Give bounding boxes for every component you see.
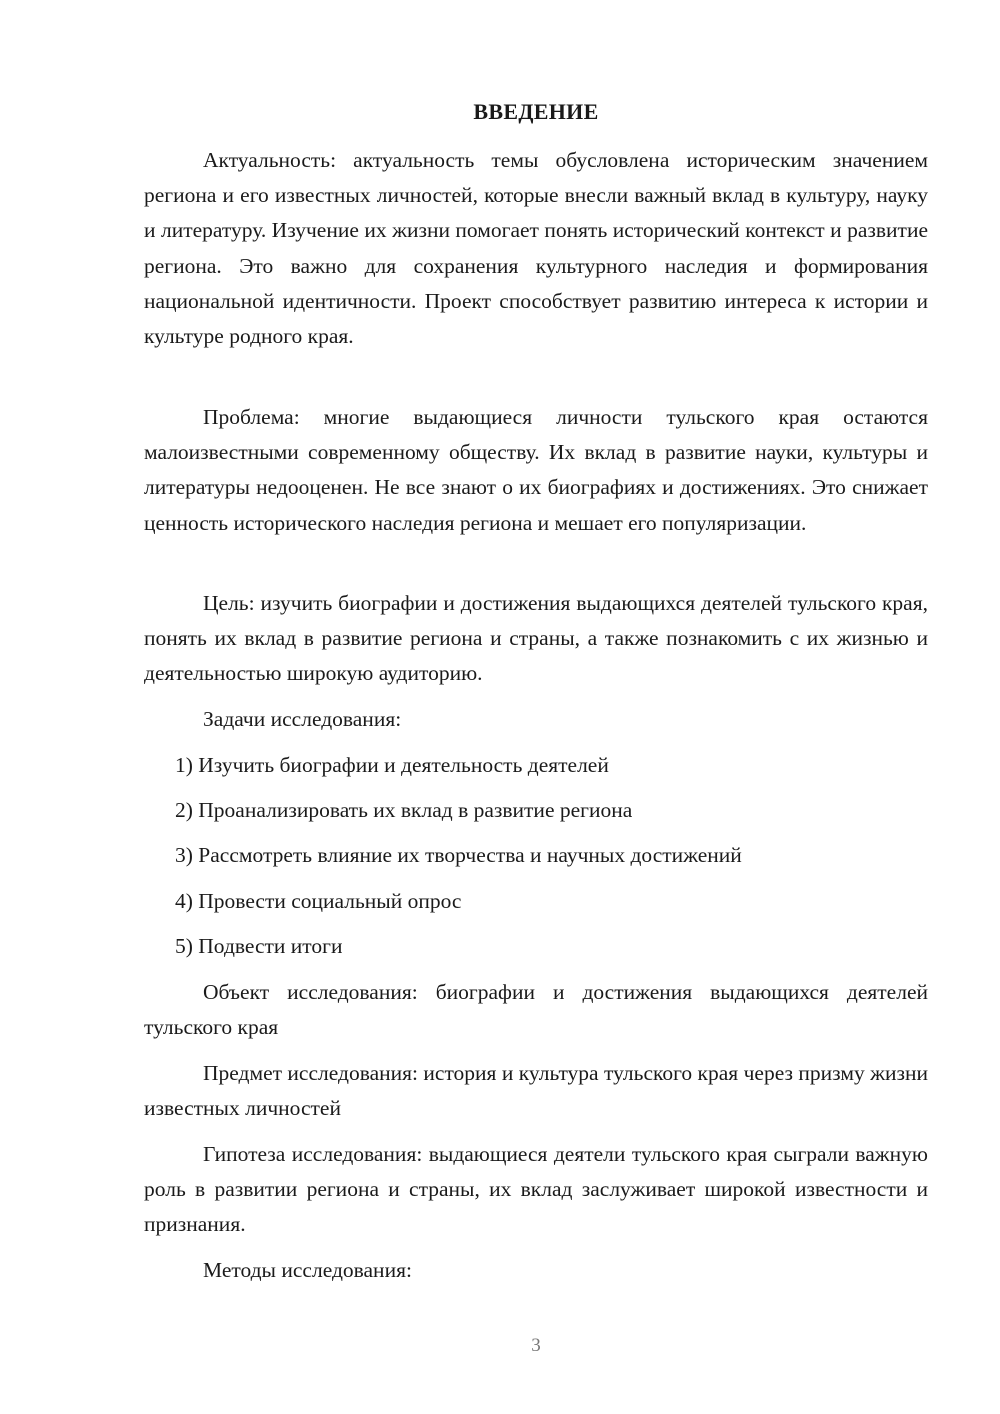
methods-heading: Методы исследования:: [203, 1258, 412, 1282]
task-item: 3) Рассмотреть влияние их творчества и научных достижений: [175, 843, 742, 867]
paragraph-subject: Предмет исследования: история и культура тульского края через призму жизни известных личностей: [144, 1061, 928, 1121]
paragraph-problem: Проблема: многие выдающиеся личности тульского края остаются малоизвестными современному обществу. Их вклад в развитие науки, культуры и литературы недооценен. Не все знают о их биографиях и достижениях. Это снижает ценность исторического наследия региона и мешает его популяризации.: [144, 405, 928, 535]
tasks-heading: Задачи исследования:: [203, 707, 402, 731]
document-page: [144, 0, 928, 1414]
task-item: 2) Проанализировать их вклад в развитие региона: [175, 798, 633, 822]
paragraph-hypothesis: Гипотеза исследования: выдающиеся деятели тульского края сыграли важную роль в развитии региона и страны, их вклад заслуживает широкой известности и признания.: [144, 1142, 928, 1237]
task-item: 1) Изучить биографии и деятельность деятелей: [175, 753, 609, 777]
section-title: ВВЕДЕНИЕ: [473, 99, 599, 124]
paragraph-relevance: Актуальность: актуальность темы обусловлена историческим значением региона и его известных личностей, которые внесли важный вклад в культуру, науку и литературу. Изучение их жизни помогает понять исторический контекст и развитие региона. Это важно для сохранения культурного наследия и формирования национальной идентичности. Проект способствует развитию интереса к истории и культуре родного края.: [144, 148, 928, 349]
paragraph-goal: Цель: изучить биографии и достижения выдающихся деятелей тульского края, понять их вклад в развитие региона и страны, а также познакомить с их жизнью и деятельностью широкую аудиторию.: [144, 591, 928, 686]
task-item: 5) Подвести итоги: [175, 934, 343, 958]
paragraph-object: Объект исследования: биографии и достижения выдающихся деятелей тульского края: [144, 980, 928, 1040]
page-number: 3: [531, 1335, 541, 1356]
task-item: 4) Провести социальный опрос: [175, 889, 462, 913]
